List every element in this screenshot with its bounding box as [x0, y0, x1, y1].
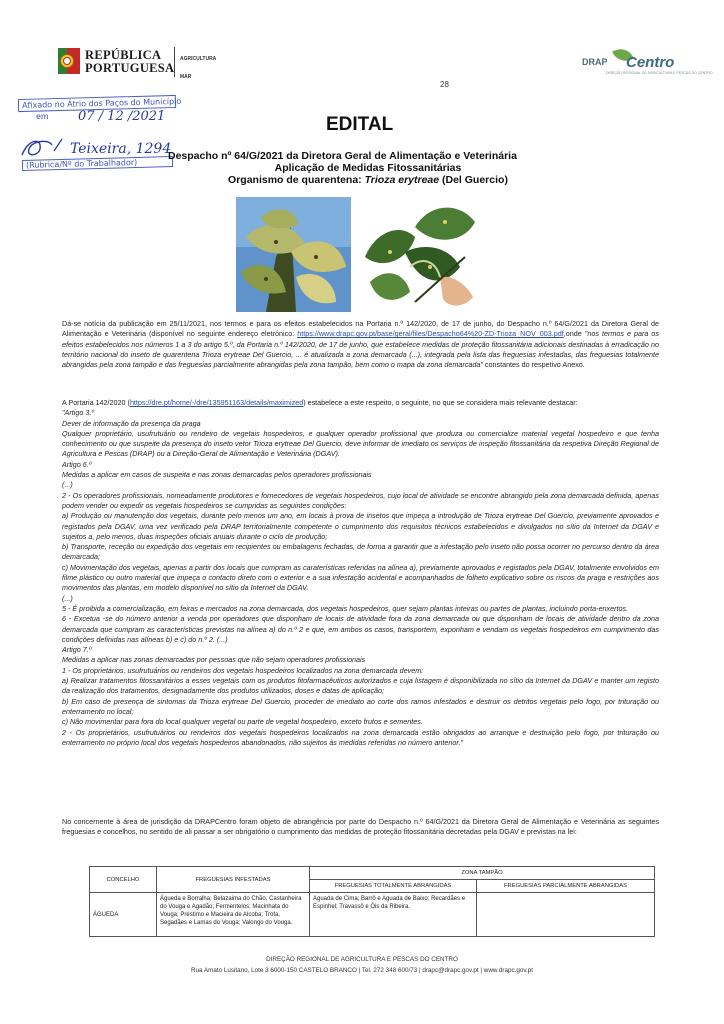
cell-totalmente: Aguada de Cima; Barrô e Aguada de Baixo; Recardães e Espinhel; Travassô e Óis da Ribeira.: [310, 893, 477, 937]
despacho-link[interactable]: https://www.drapc.gov.pt/base/geral/files/Despacho64%20-ZD-Trioza_NOV_003.pdf: [297, 329, 564, 339]
drap-label: DRAP: [582, 57, 608, 67]
quote-line: 5 - É proibida a comercialização, em feiras e mercados na zona demarcada, dos vegetais hospedeiros, quer sejam plantas inteiras ou partes de plantas, incluindo porta-enxertos.: [62, 603, 629, 613]
intro-quote: "nos termos e para os efeitos estabelecidos nos números 1 a 3 do artigo 5.º, da Portaria n.º 142/2020, de 17 de junho, que estabelece medidas de proteção fitossanitária adicionais destinadas à erradicação no território nacional do inseto de quarentena Trioza erytreae Del Guercio, ... é atualizada a zona demarcada (...), integrada pela lista das freguesias infestadas, das freguesias totalmente abrangidas pela zona tampão e das freguesias parcialmente abrangidas pela zona tampão, bem como o mapa da zona demarcada": [62, 329, 660, 370]
quote-line: Dever de informação da presença da praga: [62, 418, 201, 428]
intro-paragraph: [62, 319, 659, 370]
header-divider: [174, 47, 175, 77]
table-header-row: [90, 867, 655, 880]
subtitle-aplicacao: Aplicação de Medidas Fitossanitárias: [274, 162, 462, 174]
quote-line: c) Não movimentar para fora do local qualquer vegetal ou parte de vegetal hospedeiro, exceto frutos e sementes.: [62, 717, 423, 727]
table-row: [90, 893, 655, 937]
header-totalmente: FREGUESIAS TOTALMENTE ABRANGIDAS: [310, 880, 477, 893]
subtitle-despacho: Despacho nº 64/G/2021 da Diretora Geral de Alimentação e Veterinária: [168, 150, 517, 162]
intro-text-c: constantes do respetivo Anexo.: [482, 360, 585, 370]
quote-line: Medidas a aplicar nas zonas demarcadas por pessoas que não sejam operadores profissionais: [62, 655, 366, 665]
portaria-text-b: ) estabelece a este respeito, o seguinte, no que se considera mais relevante destacar:: [303, 398, 578, 407]
header-parcialmente: FREGUESIAS PARCIALMENTE ABRANGIDAS: [477, 880, 655, 893]
jurisdiction-paragraph: No concernente à área de jurisdição da DRAPCentro foram objeto de abrangência por parte do Despacho n.º 64/G/2021 da Diretora Geral de Alimentação e Veterinária as seguintes freguesias e concelhos, no sentido de ali passar a ser obrigatório o cumprimento das medidas de proteção fitossanitária decretadas pela DGAV e previstas na lei:: [62, 817, 659, 837]
quote-line: Artigo 7.º: [62, 645, 92, 655]
quote-line: Artigo 6.º: [62, 459, 92, 469]
quote-line: c) Movimentação dos vegetais, apenas a partir dos locais que cumpram as caraterísticas referidas na alínea a), previamente aprovados e registados pela DGAV, totalmente envolvidos em filme plástico ou outro material que impeça o contacto direto com o exterior e a sua infestação acidental e acompanhados de folheto explicativo sobre os riscos da praga e restrições aos movimentos das plantas, em modelo disponível no sítio da Internet da DGAV.: [62, 562, 659, 593]
coat-of-arms-icon: [58, 48, 80, 74]
republica-line2: PORTUGUESA: [85, 61, 175, 75]
quote-line: 2 - Os proprietários, usufrutuários ou rendeiros dos vegetais hospedeiros localizados na zona demarcada estão obrigados ao arranque e destruição pelo fogo, por trituração ou enterramento no próprio local dos vegetais hospedeiros abandonados, não sujeitos às medidas referidas no número anterior.": [62, 727, 659, 747]
footer-organization: DIREÇÃO REGIONAL DE AGRICULTURA E PESCAS DO CENTRO: [266, 956, 458, 963]
quote-line: Medidas a aplicar em casos de suspeita e nas zonas demarcadas pelos operadores profissionais: [62, 470, 372, 480]
subtitle-organismo: [168, 174, 568, 186]
quote-line: b) Em caso de presença de sintomas da Trioza erytreae Del Guercio, proceder de imediato ao corte dos ramos infestados e destruir os detritos vegetais pelo fogo, por trituração ou enterramento no local;: [62, 696, 659, 716]
leaf-infestation-photo-2: [355, 197, 485, 312]
stamp-date: 07 / 12 /2021: [78, 109, 166, 124]
quote-line: 2 - Os operadores profissionais, nomeadamente produtores e fornecedores de vegetais hospedeiros, cujo local de atividade se encontre abrangido pela zona demarcada definida, apenas podem vender ou expedir os vegetais hospedeiros se cumpridas as seguintes condições:: [62, 490, 659, 510]
portaria-section: [62, 398, 659, 748]
republica-portuguesa-logo: [58, 46, 178, 80]
ministry-names: [180, 50, 216, 86]
quote-line: a) Produção ou manutenção dos vegetais, durante pelo menos um ano, em locais à prova de insetos que impeça a introdução de Trioza erytreae Del Guercio, previamente aprovados e registados pela DGAV, uma vez verificado pela DRAP territorialmente competente o cumprimento dos requisitos técnicos estabelecidos e divulgados no sítio da Internet da DGAV e sujeitos a, pelo menos, duas inspeções oficiais anuais durante o ciclo de produção;: [62, 511, 659, 541]
portaria-quote: [62, 408, 659, 748]
stamp-em-label: em: [36, 112, 49, 121]
quote-line: 6 - Excetua -se do número anterior a venda por operadores que disponham de locais de atividade fora da zona demarcada ou que disponham de locais de atividade dentro da zona demarcada que cumpram as características previstas na alínea a) do n.º 2 e que, em ambos os casos, transportem, exponham e vendam os vegetais hospedeiros em cumprimento das condições definidas nas alíneas b) e c) do n.º 2. (...): [62, 614, 659, 644]
cell-parcialmente: [477, 893, 655, 937]
footer-contacts: Rua Amato Lusitano, Lote 3 6000-150 CASTELO BRANCO | Tel. 272 348 600/73 | drapc@drapc.gov.pt | www.drapc.gov.pt: [190, 967, 534, 974]
quote-line: a) Realizar tratamentos fitossanitários a esses vegetais com os produtos fitofarmacêuticos autorizados e cuja listagem é disponibilizada no sítio da Internet da DGAV e manter um registo da realização dos tratamentos, designadamente dos produtos utilizados, doses e datas de aplicação;: [62, 676, 659, 696]
page-number: 28: [440, 80, 449, 89]
stamp-rubrica-text: (Rubrica/Nº do Trabalhador): [22, 156, 173, 171]
posting-stamp: [16, 96, 182, 173]
portaria-text-a: A Portaria 142/2020 (: [62, 398, 130, 407]
header-zona-tampao: ZONA TAMPÃO: [310, 867, 655, 880]
stamp-posted-text: Afixado no Átrio dos Paços do Município: [18, 95, 176, 112]
quote-line: b) Transporte, receção ou expedição dos vegetais em recipientes ou embalagens fechadas, de forma a garantir que a infestação pelo inseto não possa ocorrer no percurso dentro da área demarcada;: [62, 542, 659, 562]
leaf-infestation-photo-1: [236, 197, 351, 312]
quote-line: "Artigo 3.º: [62, 408, 94, 418]
page-title: EDITAL: [326, 114, 394, 135]
header-concelho: CONCELHO: [90, 867, 157, 893]
cell-infestadas: Águeda e Borralha; Belazaima do Chão, Castanheira do Vouga e Agadão; Fermentelos; Macinhata do Vouga; Préstimo e Macieira de Alcoba; Trofa, Segadães e Lamas do Vouga; Valongo do Vouga.: [157, 893, 310, 937]
intro-text-b: ,onde: [563, 329, 585, 339]
quote-line: (...): [62, 480, 73, 490]
drap-centro-logo: [582, 48, 713, 78]
quote-line: Qualquer proprietário, usufrutuário ou rendeiro de vegetais hospedeiros, e qualquer operador profissional que produza ou comercialize material vegetal hospedeiro e que tenha conhecimento ou que suspeite da presença do inseto vetor Trioza erytreae Del Guercio, deve informar de imediato os serviços de inspeção fitossanitária da respetiva Direção Regional de Agricultura e Pescas (DRAP) ou a Direção-Geral de Alimentação e Veterinária (DGAV).: [62, 428, 659, 459]
intro-text-a: Dá-se notícia da publicação em 25/11/2021, nos termos e para os efeitos estabelecidos na Portaria n.º 142/2020, de 17 de junho, do Despacho n.º 64/G/2021 da Diretora Geral de Alimentação e Veterinária (disponível no seguinte endereço eletrónico:: [62, 319, 659, 339]
signature-text: Teixeira, 1294: [70, 141, 172, 157]
organismo-prefix: Organismo de quarentena:: [228, 174, 365, 186]
quote-line: 1 - Os proprietários, usufrutuários ou rendeiros dos vegetais hospedeiros localizados na zona demarcada devem:: [62, 665, 424, 675]
republica-line1: REPÚBLICA: [85, 48, 162, 62]
drap-subtitle: DIREÇÃO REGIONAL DE AGRICULTURA E PESCAS DO CENTRO: [606, 71, 713, 75]
quote-line: (...): [62, 593, 73, 603]
portaria-link[interactable]: https://dre.pt/home/-/dre/135951163/details/maximized: [129, 398, 304, 407]
ministry-agricultura: AGRICULTURA: [180, 56, 217, 62]
species-name: Trioza erytreae: [364, 174, 440, 186]
drap-centro-label: Centro: [626, 54, 675, 71]
freguesias-table: [89, 866, 655, 937]
organismo-suffix: (Del Guercio): [439, 174, 508, 186]
header-infestadas: FREGUESIAS INFESTADAS: [157, 867, 310, 893]
ministry-mar: MAR: [180, 74, 192, 80]
cell-concelho: ÁGUEDA: [90, 893, 157, 937]
